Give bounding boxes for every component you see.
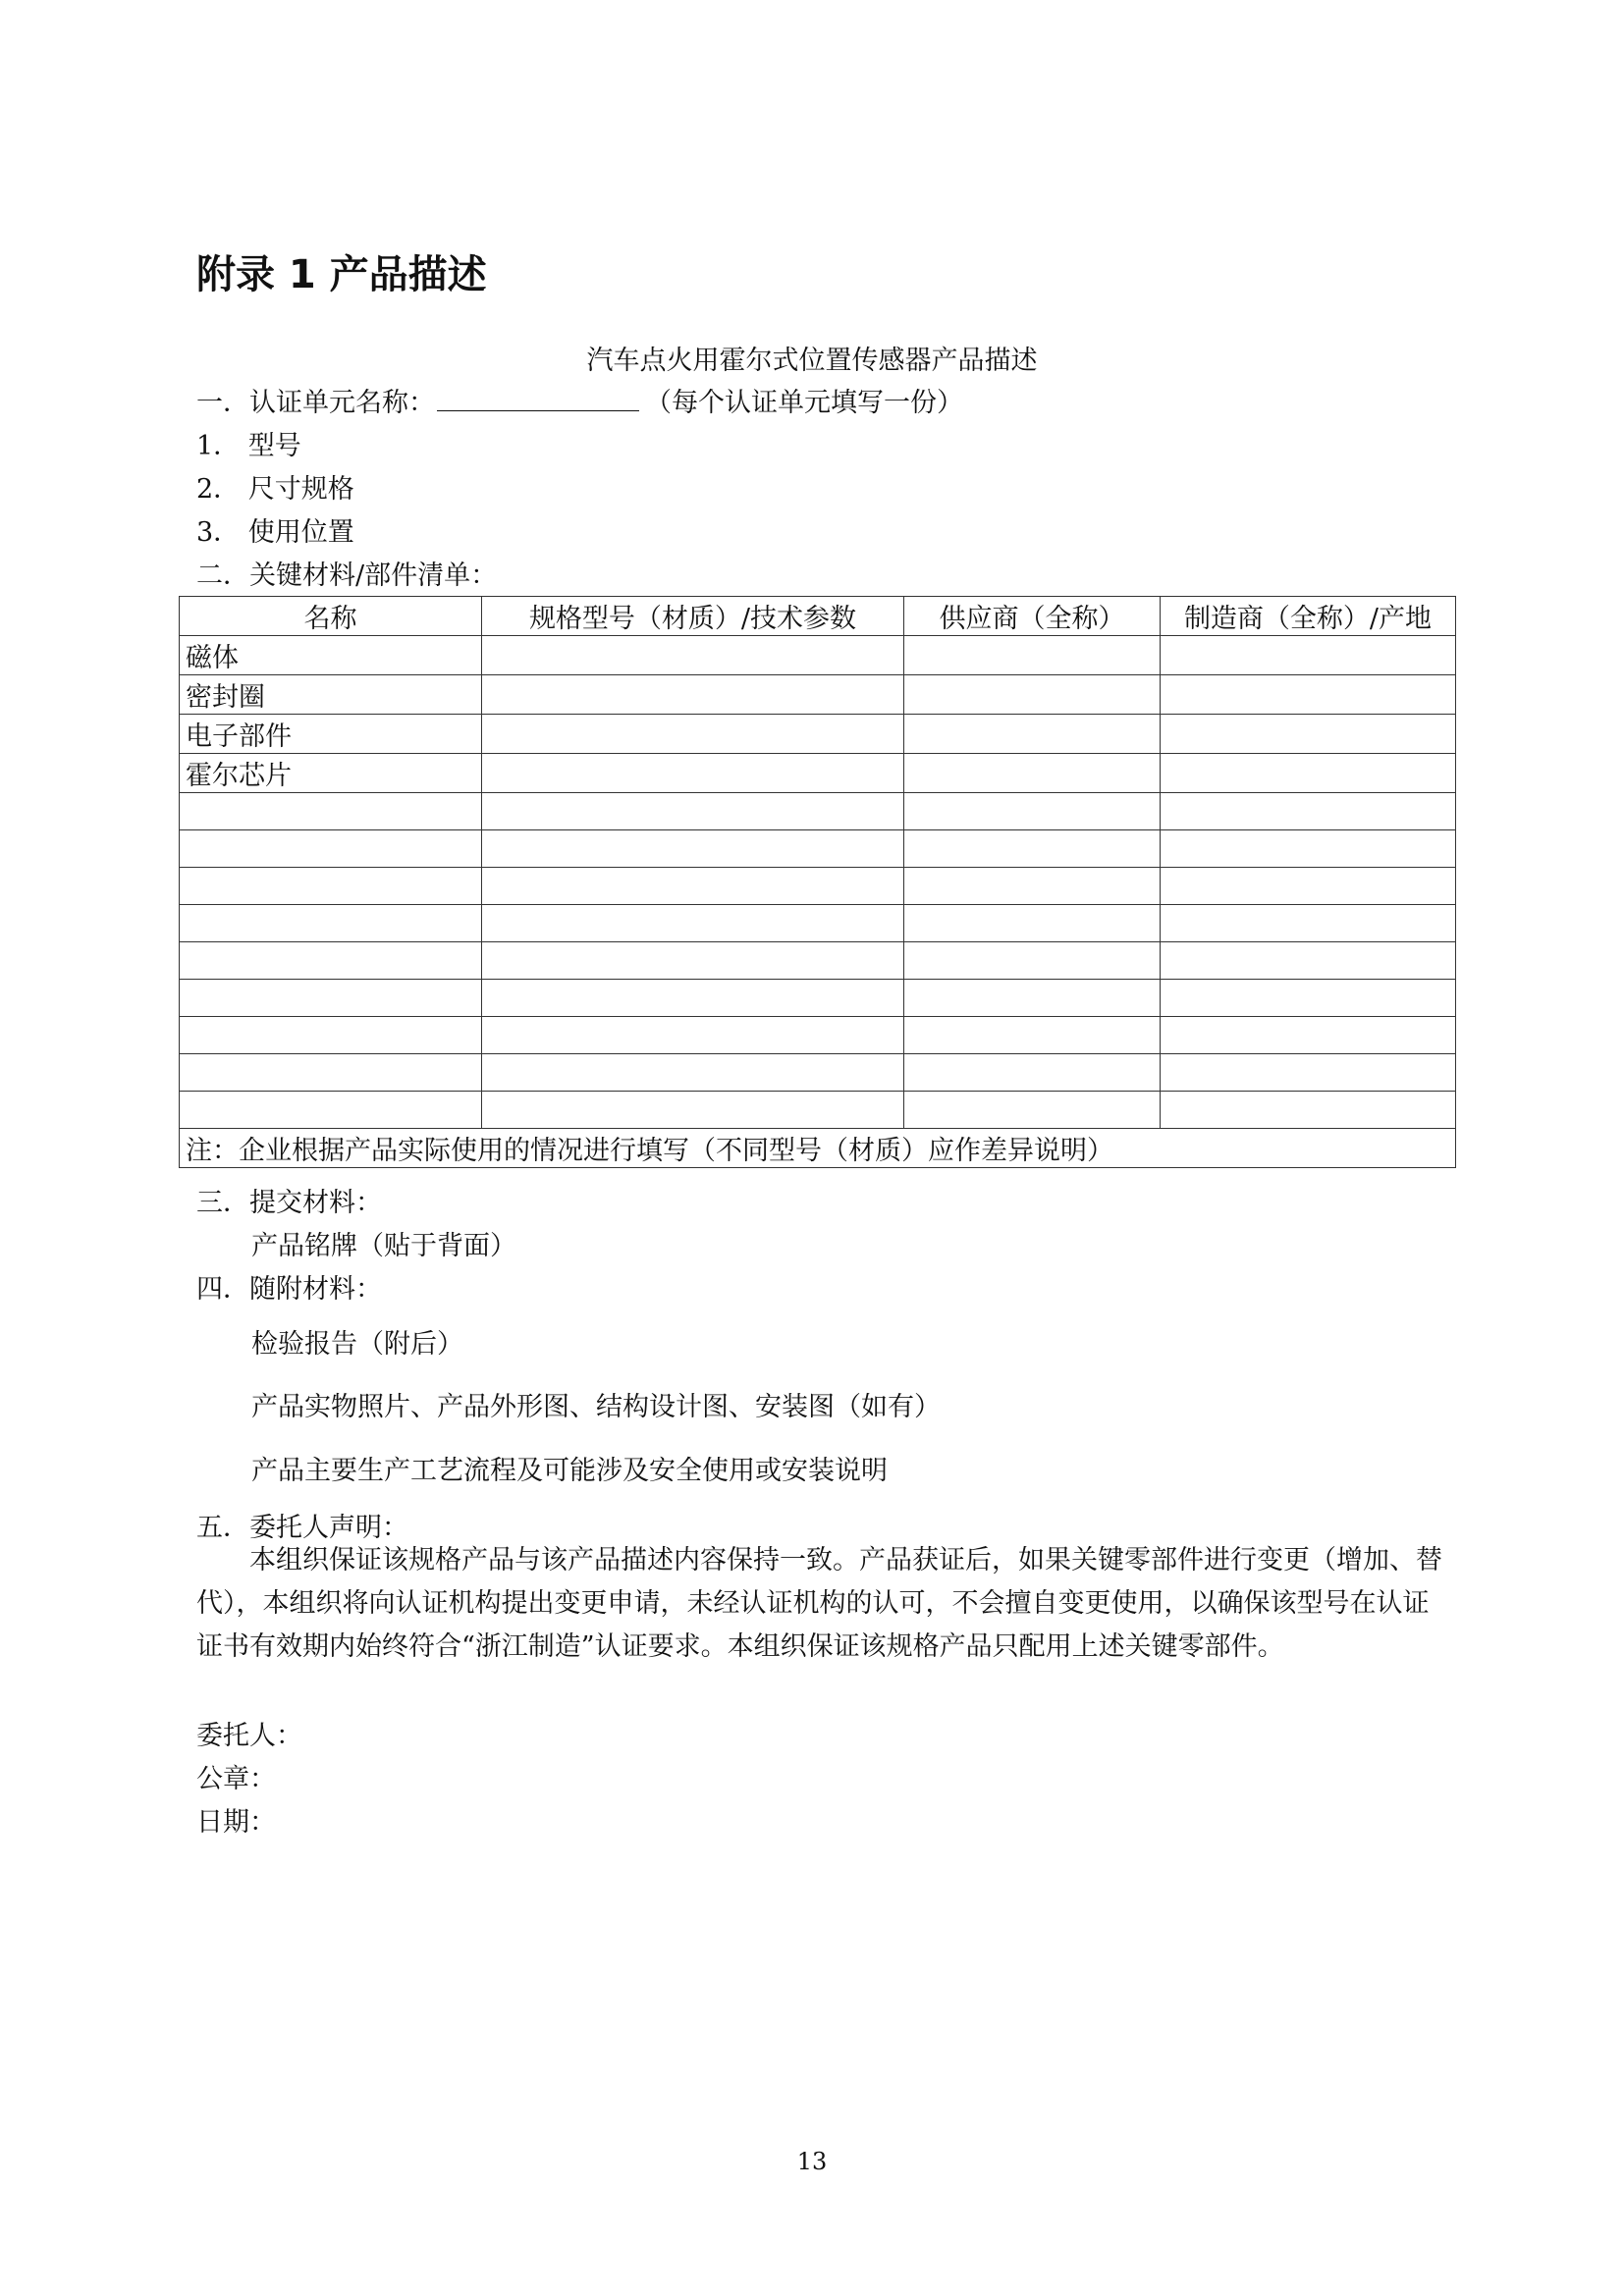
item-usage-position: 3． 使用位置 <box>196 517 354 548</box>
table-row <box>180 942 1456 980</box>
cell-supplier[interactable] <box>904 636 1161 675</box>
cell-name: 磁体 <box>180 636 482 675</box>
section2-label: 二．关键材料/部件清单： <box>196 561 498 591</box>
section1-suffix: （每个认证单元填写一份） <box>645 388 963 418</box>
section1-label: 一．认证单元名称： <box>196 388 435 418</box>
document-title: 汽车点火用霍尔式位置传感器产品描述 <box>586 346 1038 376</box>
cell-name[interactable] <box>180 1017 482 1054</box>
table-row <box>180 905 1456 942</box>
cell-name[interactable] <box>180 793 482 830</box>
cell-spec[interactable] <box>482 636 904 675</box>
signature-delegator[interactable]: 委托人： <box>196 1721 302 1751</box>
cell-supplier[interactable] <box>904 830 1161 868</box>
col-header-name: 名称 <box>180 597 482 636</box>
appendix-heading: 附录 1 产品描述 <box>196 252 487 297</box>
key-parts-table <box>179 596 1456 1168</box>
table-row <box>180 868 1456 905</box>
section3-label: 三．提交材料： <box>196 1188 382 1218</box>
cell-name: 电子部件 <box>180 715 482 754</box>
cell-spec[interactable] <box>482 830 904 868</box>
table-row <box>180 1054 1456 1092</box>
declaration-paragraph: 本组织保证该规格产品与该产品描述内容保持一致。产品获证后，如果关键零部件进行变更（增加、替代），本组织将向认证机构提出变更申请，未经认证机构的认可，不会擅自变更使用，以确保该型号在认证证书有效期内始终符合“浙江制造”认证要求。本组织保证该规格产品只配用上述关键零部件。 <box>196 1545 1442 1662</box>
product-photos-item: 产品实物照片、产品外形图、结构设计图、安装图（如有） <box>251 1392 941 1422</box>
cell-name[interactable] <box>180 905 482 942</box>
table-note-row <box>180 1129 1456 1168</box>
cell-supplier[interactable] <box>904 1017 1161 1054</box>
cell-manufacturer[interactable] <box>1161 636 1456 675</box>
cell-supplier[interactable] <box>904 980 1161 1017</box>
cell-spec[interactable] <box>482 1017 904 1054</box>
cell-spec[interactable] <box>482 793 904 830</box>
table-row <box>180 830 1456 868</box>
table-row <box>180 715 1456 754</box>
cell-manufacturer[interactable] <box>1161 1017 1456 1054</box>
cell-manufacturer[interactable] <box>1161 868 1456 905</box>
section1-line <box>196 381 963 419</box>
cell-name[interactable] <box>180 1054 482 1092</box>
cell-spec[interactable] <box>482 754 904 793</box>
page-number: 13 <box>796 2148 828 2175</box>
process-flow-item: 产品主要生产工艺流程及可能涉及安全使用或安装说明 <box>251 1456 888 1486</box>
table-header-row <box>180 597 1456 636</box>
nameplate-item: 产品铭牌（贴于背面） <box>251 1231 516 1261</box>
cell-supplier[interactable] <box>904 715 1161 754</box>
cell-name: 密封圈 <box>180 675 482 715</box>
cell-manufacturer[interactable] <box>1161 1092 1456 1129</box>
cell-name: 霍尔芯片 <box>180 754 482 793</box>
cell-spec[interactable] <box>482 1092 904 1129</box>
table-row <box>180 1092 1456 1129</box>
table-row <box>180 636 1456 675</box>
cell-manufacturer[interactable] <box>1161 675 1456 715</box>
cell-supplier[interactable] <box>904 905 1161 942</box>
table-row <box>180 793 1456 830</box>
cell-name[interactable] <box>180 942 482 980</box>
cell-spec[interactable] <box>482 715 904 754</box>
section5-label: 五．委托人声明： <box>196 1513 408 1543</box>
cell-manufacturer[interactable] <box>1161 793 1456 830</box>
col-header-supplier: 供应商（全称） <box>904 597 1161 636</box>
cert-unit-name-blank[interactable] <box>437 387 639 411</box>
cell-name[interactable] <box>180 980 482 1017</box>
cell-spec[interactable] <box>482 942 904 980</box>
cell-supplier[interactable] <box>904 675 1161 715</box>
cell-name[interactable] <box>180 868 482 905</box>
section4-label: 四．随附材料： <box>196 1274 382 1305</box>
cell-manufacturer[interactable] <box>1161 905 1456 942</box>
cell-supplier[interactable] <box>904 754 1161 793</box>
cell-manufacturer[interactable] <box>1161 942 1456 980</box>
signature-seal[interactable]: 公章： <box>196 1764 276 1794</box>
cell-spec[interactable] <box>482 905 904 942</box>
cell-manufacturer[interactable] <box>1161 754 1456 793</box>
cell-manufacturer[interactable] <box>1161 980 1456 1017</box>
signature-date[interactable]: 日期： <box>196 1807 276 1838</box>
table-row <box>180 754 1456 793</box>
cell-spec[interactable] <box>482 868 904 905</box>
cell-name[interactable] <box>180 1092 482 1129</box>
cell-manufacturer[interactable] <box>1161 715 1456 754</box>
col-header-spec: 规格型号（材质）/技术参数 <box>482 597 904 636</box>
table-row <box>180 980 1456 1017</box>
col-header-manufacturer: 制造商（全称）/产地 <box>1161 597 1456 636</box>
item-model: 1． 型号 <box>196 431 301 461</box>
cell-supplier[interactable] <box>904 1054 1161 1092</box>
item-size-spec: 2． 尺寸规格 <box>196 474 354 505</box>
cell-supplier[interactable] <box>904 1092 1161 1129</box>
cell-spec[interactable] <box>482 1054 904 1092</box>
cell-name[interactable] <box>180 830 482 868</box>
table-note: 注：企业根据产品实际使用的情况进行填写（不同型号（材质）应作差异说明） <box>180 1129 1456 1168</box>
cell-spec[interactable] <box>482 675 904 715</box>
cell-manufacturer[interactable] <box>1161 1054 1456 1092</box>
inspection-report-item: 检验报告（附后） <box>251 1329 463 1360</box>
table-row <box>180 675 1456 715</box>
cell-manufacturer[interactable] <box>1161 830 1456 868</box>
cell-supplier[interactable] <box>904 868 1161 905</box>
cell-supplier[interactable] <box>904 942 1161 980</box>
cell-supplier[interactable] <box>904 793 1161 830</box>
cell-spec[interactable] <box>482 980 904 1017</box>
table-row <box>180 1017 1456 1054</box>
